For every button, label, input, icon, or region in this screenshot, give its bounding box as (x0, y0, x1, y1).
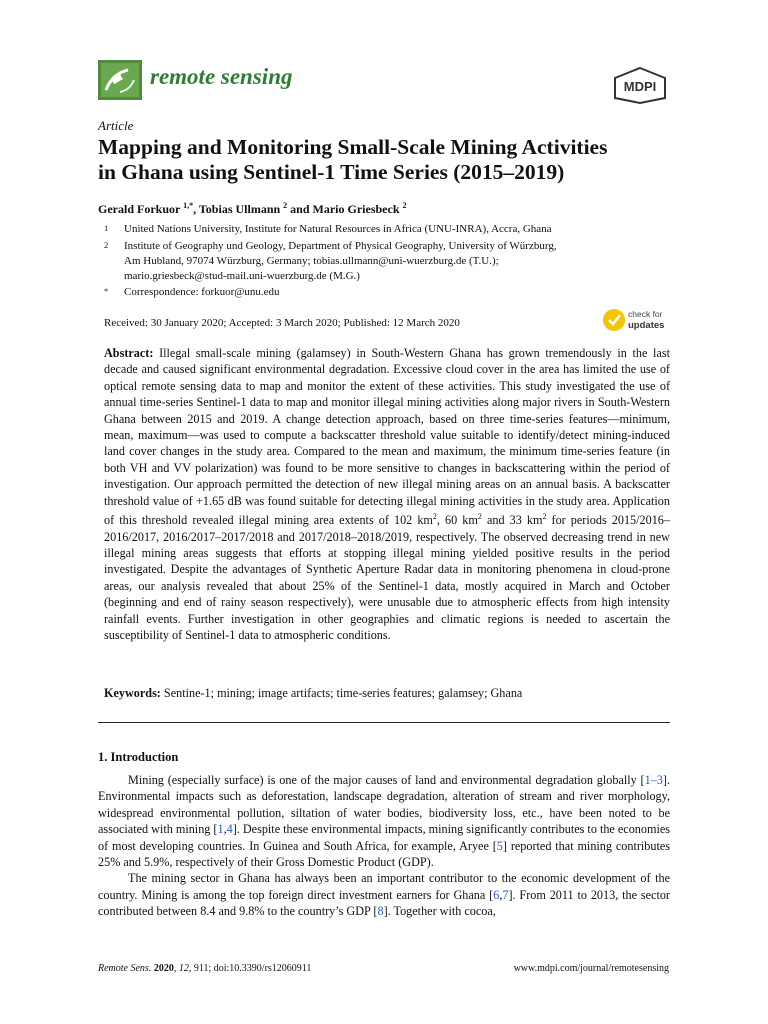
affiliation-mark: 2 (104, 240, 109, 250)
citation-link[interactable]: 1–3 (644, 773, 663, 787)
check-updates-line1: check for (628, 309, 663, 319)
paragraph-text: ]. Together with cocoa, (383, 904, 496, 919)
keywords-label: Keywords: (104, 686, 161, 700)
citation-link[interactable]: 6 (493, 887, 500, 902)
keywords (104, 686, 522, 701)
paragraph-text: The mining sector in Ghana has always been an important contributor to the economic development of the country. Mining is among the top foreign direct investment earners for Ghana [ (98, 871, 670, 902)
check-for-updates-button[interactable] (602, 305, 672, 335)
abstract-text: for periods 2015/2016–2016/2017, 2016/2017–2017/2018 and 2017/2018–2018/2019, respectively. The observed decreasing trend in new illegal mining areas suggests that efforts at stopping illegal mining yielded positive results in the period investigated. Despite the advantages of Synthetic Aperture Radar data in monitoring phenomena in cloud-prone areas, our analysis revealed that about 25% of the Sentinel-1 data, mostly acquired in March and October (beginning and end of rainy season respectively), were unusable due to atmospheric effects from high intensity rainfall events. Further investigation in other geographies and climatic regions is needed to ascertain the susceptibility of Sentinel-1 data to atmospheric conditions. (104, 513, 670, 642)
paragraph-text: , (499, 887, 503, 902)
affiliation-mark: 1 (104, 223, 109, 233)
check-updates-icon (603, 309, 625, 331)
introduction-body (98, 772, 670, 920)
author-affiliation-mark: 1,* (183, 201, 194, 210)
author-affiliation-mark: 2 (402, 201, 407, 210)
paragraph-text: ]. Despite these environmental impacts, mining significantly contributes to the economies of most developing countries. In Guinea and South Africa, for example, Aryee [ (98, 822, 671, 853)
remote-sensing-logo-icon (98, 60, 142, 100)
superscript: 2 (477, 512, 482, 522)
author-name: Mario Griesbeck (312, 202, 400, 216)
citation-link[interactable]: 4 (226, 822, 233, 837)
author-affiliation-mark: 2 (283, 201, 288, 210)
author-separator: , (193, 202, 199, 216)
citation-link[interactable]: 1 (217, 822, 224, 837)
author-name: Gerald Forkuor (98, 202, 181, 216)
paragraph-text: Mining (especially surface) is one of the major causes of land and environmental degradation globally [ (128, 773, 645, 787)
paragraph-text: , (223, 822, 227, 837)
abstract (104, 345, 670, 643)
affiliation-text: Institute of Geography und Geology, Department of Physical Geography, University of Würzburg, Am Hubland, 97074 Würzburg, Germany; tobias.ullmann@uni-wuerzburg.de (T.U.); mario.griesbeck@stud-mail.uni-wuerzburg.de (M.G.) (124, 240, 557, 282)
mdpi-logo-text: MDPI (623, 79, 657, 94)
journal-url-link[interactable]: www.mdpi.com/journal/remotesensing (513, 963, 669, 974)
paper-title: Mapping and Monitoring Small-Scale Mining Activities in Ghana using Sentinel-1 Time Series (2015–2019) (98, 135, 608, 184)
citation-link[interactable]: 8 (377, 904, 384, 919)
abstract-text: Illegal small-scale mining (galamsey) in South-Western Ghana has grown tremendously in the last decade and caused significant environmental degradation. Excessive cloud cover in the area has limited the use of optical remote sensing data to map and monitor the extent of these activities. This study investigated the use of annual time-series Sentinel-1 data to map and monitor illegal mining activities along major rivers in South-Western Ghana between 2015 and 2019. A change detection approach, based on three time-series features—minimum, mean, maximum—was used to compute a backscatter threshold value suitable to identify/detect mining-induced land cover changes in the study area. Compared to the mean and maximum, the minimum time-series feature (in both VH and VV polarization) was found to be more sensitive to changes in backscattering within the period of investigation. Our approach permitted the detection of new illegal mining areas on an annual basis. A backscatter threshold value of +1.65 dB was found suitable for detecting illegal mining activities in the study area. Application of this threshold revealed illegal mining area extents of 102 km (104, 346, 670, 528)
footer-doi: , 911; doi:10.3390/rs12060911 (188, 963, 312, 974)
keywords-text: Sentine-1; mining; image artifacts; time-series features; galamsey; Ghana (160, 686, 523, 700)
author-list (98, 201, 407, 217)
affiliation-text: United Nations University, Institute for Natural Resources in Africa (UNU-INRA), Accra, Ghana (124, 223, 552, 235)
paragraph (98, 772, 670, 870)
citation-link[interactable]: 5 (496, 838, 503, 853)
publication-dates: Received: 30 January 2020; Accepted: 3 March 2020; Published: 12 March 2020 (104, 317, 460, 329)
paragraph-text: ]. Environmental impacts such as deforestation, landscape degradation, alteration of stream and river morphology, widespread environmental pollution, siltation of water bodies, biodiversity loss, etc., have been noted to be associated with mining [ (98, 773, 670, 837)
superscript: 2 (432, 512, 437, 522)
abstract-label: Abstract: (104, 346, 154, 360)
article-type: Article (98, 118, 134, 133)
paragraph (98, 870, 670, 919)
footer-journal-abbr: Remote Sens. (98, 963, 152, 974)
journal-name: remote sensing (150, 64, 293, 89)
superscript: 2 (542, 512, 547, 522)
footer-volume: 12 (178, 963, 189, 974)
section-heading: 1. Introduction (98, 750, 179, 764)
footer-year: 2020 (153, 963, 174, 974)
section-divider (98, 722, 670, 723)
correspondence-text: Correspondence: forkuor@unu.edu (124, 286, 280, 298)
abstract-text: and 33 km (481, 513, 543, 528)
author-name: Tobias Ullmann (198, 202, 281, 216)
paragraph-text: ]. From 2011 to 2013, the sector contributed between 8.4 and 9.8% to the country’s GDP [ (98, 887, 670, 919)
citation-footer: Remote Sens. 2020, 12, 911; doi:10.3390/rs12060911 (98, 963, 312, 974)
correspondence-mark: * (104, 286, 109, 296)
check-updates-line2: updates (628, 320, 665, 331)
mdpi-logo-icon (612, 66, 668, 104)
paragraph-text: ] reported that mining contributes 25% and 5.9%, respectively of their Gross Domestic Product (GDP). (98, 838, 671, 870)
abstract-text: , 60 km (436, 513, 478, 528)
citation-link[interactable]: 7 (502, 887, 509, 902)
author-separator: and (287, 202, 313, 216)
